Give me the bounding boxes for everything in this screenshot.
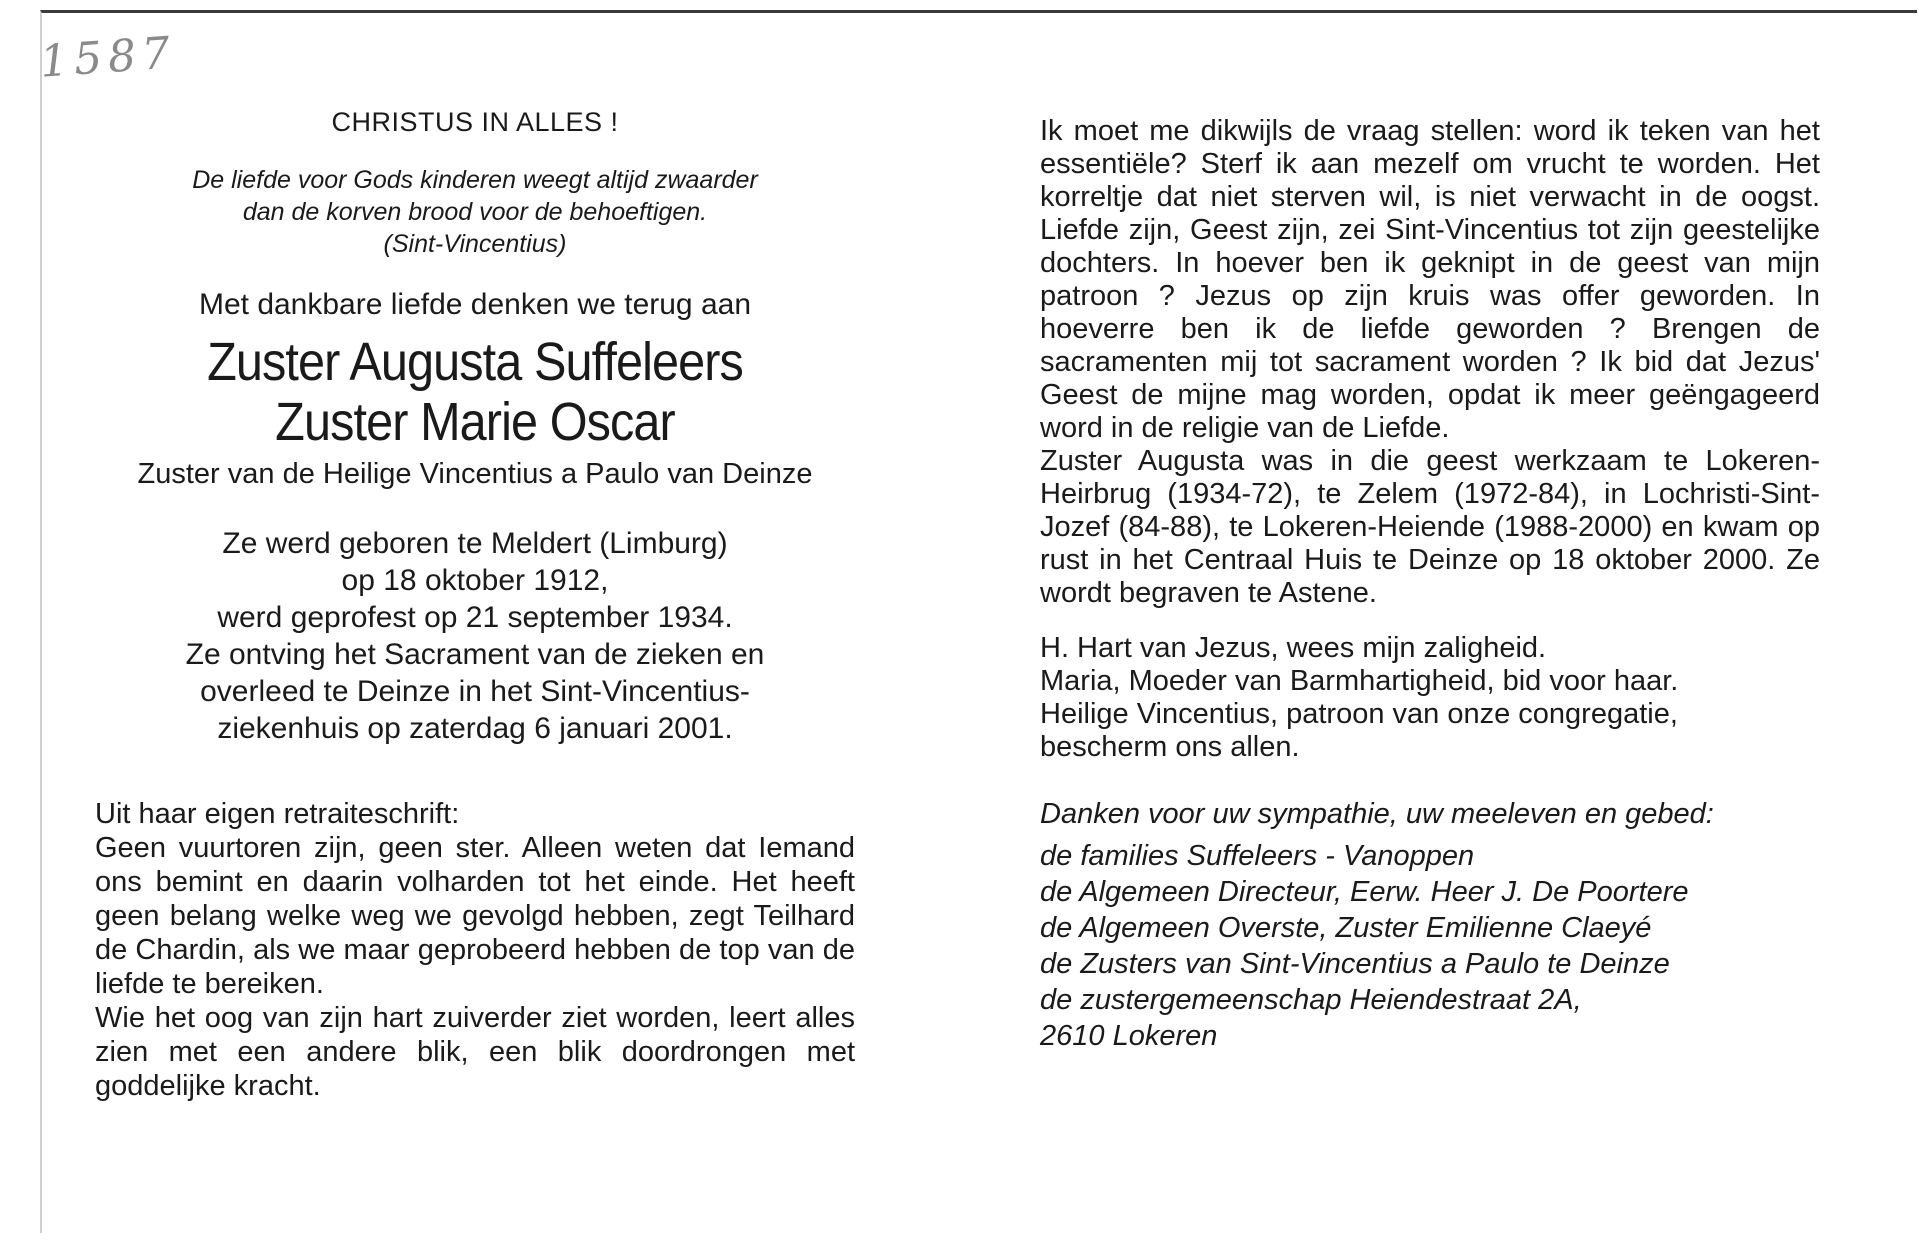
intro-line: Met dankbare liefde denken we terug aan bbox=[198, 288, 752, 321]
thanks-line: de Algemeen Overste, Zuster Emilienne Claeyé bbox=[1040, 912, 1652, 944]
prayer-line: Maria, Moeder van Barmhartigheid, bid voor haar. bbox=[1040, 665, 1679, 697]
deceased-name: Zuster Augusta Suffeleers bbox=[207, 332, 743, 392]
quote-line: dan de korven brood voor de behoeftigen. bbox=[242, 198, 708, 226]
right-column bbox=[1040, 115, 1820, 1054]
bio-line: op 18 oktober 1912, bbox=[341, 564, 609, 597]
bio-line: Ze ontving het Sacrament van de zieken en bbox=[185, 638, 765, 671]
retreat-heading: Uit haar eigen retraiteschrift: bbox=[95, 798, 460, 830]
bio-line: werd geprofest op 21 september 1934. bbox=[217, 601, 733, 634]
quote bbox=[95, 164, 855, 260]
bio-line: Ze werd geboren te Meldert (Limburg) bbox=[222, 527, 728, 560]
biography bbox=[95, 525, 855, 747]
thanks-line: de families Suffeleers - Vanoppen bbox=[1040, 840, 1475, 872]
prayer-line: H. Hart van Jezus, wees mijn zaligheid. bbox=[1040, 632, 1547, 664]
quote-attribution: (Sint-Vincentius) bbox=[383, 230, 567, 258]
career-paragraph: Zuster Augusta was in die geest werkzaam te Lokeren-Heirbrug (1934-72), te Zelem (1972-84), in Lochristi-Sint-Jozef (84-88), te Lokeren-Heiende (1988-2000) en kwam op rust in het Centraal Huis te Deinze op 18 oktober 2000. Ze wordt begraven te Astene. bbox=[1040, 445, 1820, 609]
congregation: Zuster van de Heilige Vincentius a Paulo van Deinze bbox=[137, 458, 813, 490]
motto: CHRISTUS IN ALLES ! bbox=[331, 107, 619, 137]
handwritten-archive-number: 1587 bbox=[38, 27, 178, 88]
prayers bbox=[1040, 632, 1820, 764]
reflection-paragraph: Ik moet me dikwijls de vraag stellen: word ik teken van het essentiële? Sterf ik aan mezelf om vrucht te worden. Het korreltje dat niet sterven wil, is niet verwacht in de oogst. Liefde zijn, Geest zijn, zei Sint-Vincentius tot zijn geestelijke dochters. In hoever ben ik geknipt in de geest van mijn patroon ? Jezus op zijn kruis was offer geworden. In hoeverre ben ik de liefde geworden ? Brengen de sacramenten mij tot sacrament worden ? Ik bid dat Jezus' Geest de mijne mag worden, opdat ik meer geëngageerd word in de religie van de Liefde. bbox=[1040, 115, 1820, 444]
retreat-paragraph: Wie het oog van zijn hart zuiverder ziet worden, leert alles zien met een andere blik, een blik doordrongen met goddelijke kracht. bbox=[95, 1002, 855, 1102]
left-column bbox=[95, 95, 855, 1103]
religious-name: Zuster Marie Oscar bbox=[275, 392, 675, 452]
retreat-paragraph: Geen vuurtoren zijn, geen ster. Alleen weten dat Iemand ons bemint en daarin volharden tot het einde. Het heeft geen belang welke weg we gevolgd hebben, zegt Teilhard de Chardin, als we maar geprobeerd hebben de top van de liefde te bereiken. bbox=[95, 832, 855, 1000]
thanks-line: de Algemeen Directeur, Eerw. Heer J. De Poortere bbox=[1040, 876, 1689, 908]
prayer-line: bescherm ons allen. bbox=[1040, 731, 1300, 763]
bio-line: overleed te Deinze in het Sint-Vincentius- bbox=[200, 675, 750, 708]
prayer-line: Heilige Vincentius, patroon van onze congregatie, bbox=[1040, 698, 1678, 730]
thanks-line: de zustergemeenschap Heiendestraat 2A, bbox=[1040, 984, 1582, 1016]
thanks-line: 2610 Lokeren bbox=[1040, 1020, 1218, 1052]
bio-line: ziekenhuis op zaterdag 6 januari 2001. bbox=[217, 712, 733, 745]
thanks-line: de Zusters van Sint-Vincentius a Paulo te Deinze bbox=[1040, 948, 1670, 980]
thanks-heading: Danken voor uw sympathie, uw meeleven en gebed: bbox=[1040, 798, 1714, 830]
quote-line: De liefde voor Gods kinderen weegt altijd zwaarder bbox=[192, 166, 758, 194]
retreat-notes bbox=[95, 797, 855, 1103]
thanks-section bbox=[1040, 796, 1820, 1054]
